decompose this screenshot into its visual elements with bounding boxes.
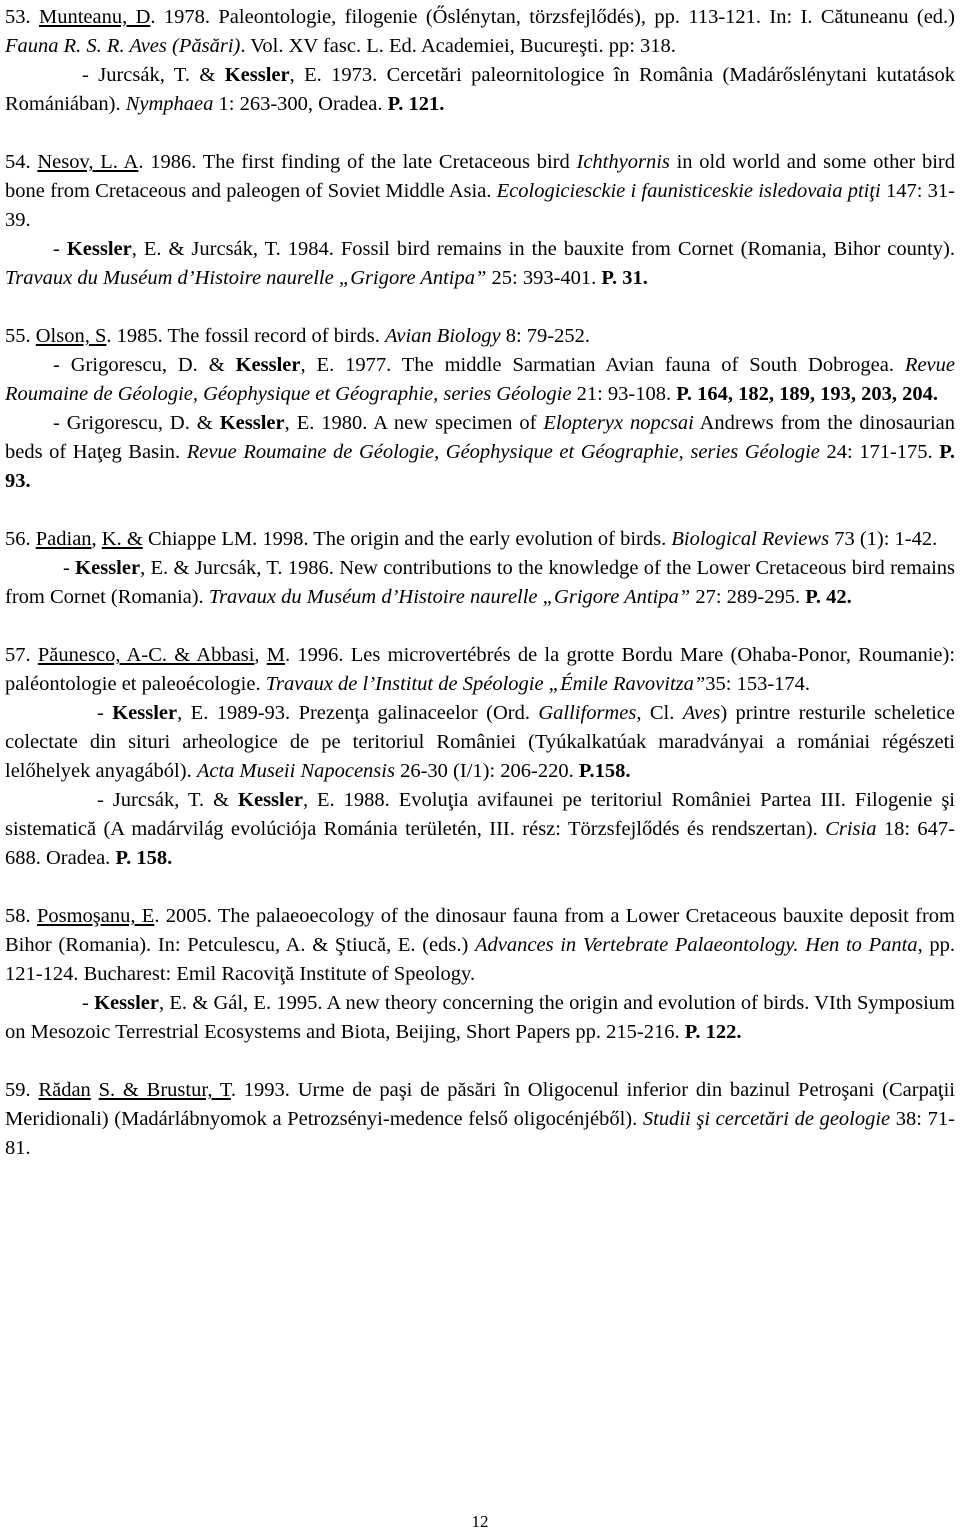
ref-text: , E. 1989-93. Prezenţa galinaceelor (Ord. [177,702,539,724]
ref-page: P. 42. [805,586,852,608]
reference-55-sub-2 [5,409,955,496]
ref-text: , E. 1977. The middle Sarmatian Avian fauna of South Dobrogea. [300,354,905,376]
ref-journal: Acta Museii Napocensis [196,760,395,782]
ref-text: - [82,992,95,1014]
ref-page: P.158. [578,760,631,782]
ref-author-kessler: Kessler [235,354,301,376]
reference-53-sub [5,61,955,119]
ref-journal: Ecologiciesckie i faunisticeskie isledovaia ptiţi [496,180,881,202]
ref-text: . 1978. Paleontologie, filogenie (Őslénytan, törzsfejlődés), pp. 113-121. In: I. Cătuneanu (ed.) [150,6,955,28]
ref-text: - Grigorescu, D. & [53,354,236,376]
ref-page: P. 164, 182, 189, 193, 203, 204. [676,383,938,405]
ref-text: . 1996. Les microvertébrés de la grotte Bordu Mare (Ohaba-Ponor, Roumanie): paléontologie et paleoécologie. [5,644,956,695]
ref-page: P. 93. [5,441,956,492]
reference-57-sub-1 [5,699,955,786]
ref-text: 24: 171-175. [819,441,940,463]
reference-54 [5,148,955,235]
ref-author: Rădan [38,1079,91,1101]
ref-text: 26-30 (I/1): 206-220. [394,760,579,782]
ref-author: Olson, S [35,325,107,347]
ref-page: P. 121. [387,93,445,115]
ref-text: - [63,557,76,579]
ref-title: Fauna R. S. R. Aves (Păsări) [5,35,241,57]
reference-59 [5,1076,955,1163]
ref-text: . 2005. The palaeoecology of the dinosaur fauna from a Lower Cretaceous bauxite deposit from Bihor (Romania). In: Petculescu, A. & Ştiucă, E. (eds.) [5,905,955,956]
ref-text: - Grigorescu, D. & [53,412,220,434]
ref-text: - Jurcsák, T. & [82,64,225,86]
ref-text: , E. 1980. A new specimen of [284,412,544,434]
ref-text: Andrews from the dinosaurian beds of Haţeg Basin. [5,412,956,463]
ref-author: Nesov, L. A [37,151,139,173]
ref-journal: Travaux du Muséum d’Histoire naurelle „Grigore Antipa” [208,586,691,608]
ref-number: 55. [5,325,36,347]
reference-58 [5,902,955,989]
reference-55-sub-1 [5,351,955,409]
reference-55 [5,322,955,351]
ref-text: 1: 263-300, Oradea. [213,93,388,115]
ref-number: 53. [5,6,39,28]
ref-author-kessler: Kessler [112,702,178,724]
ref-journal: Studii şi cercetări de geologie [642,1108,891,1130]
ref-text [91,1079,99,1101]
ref-number: 56. [5,528,36,550]
ref-text: . 1985. The fossil record of birds. [106,325,385,347]
ref-page: P. 31. [601,267,648,289]
ref-text: , pp. 121-124. Bucharest: Emil Racoviţă Institute of Speology. [5,934,955,985]
ref-page: P. 158. [115,847,173,869]
ref-text: , E. 1973. Cercetări paleornitologice în România (Madárőslénytani kutatások Romániában). [5,64,956,115]
ref-author-kessler: Kessler [238,789,303,811]
ref-text: 73 (1): 1-42. [829,528,938,550]
ref-taxon: Galliformes [538,702,637,724]
ref-taxon: Elopteryx nopcsai [543,412,694,434]
ref-author-kessler: Kessler [224,64,290,86]
reference-56-sub [5,554,955,612]
reference-58-sub [5,989,955,1047]
ref-journal: Crisia [825,818,877,840]
ref-author: Munteanu, D [39,6,151,28]
ref-text: , E. & Gál, E. 1995. A new theory concerning the origin and evolution of birds. VIth Symposium on Mesozoic Terrestrial Ecosystems and Biota, Beijing, Short Papers pp. 215-216. [5,992,955,1043]
reference-57-sub-2 [5,786,955,873]
ref-text: ) printre resturile scheletice colectate din situri arheologice de pe teritoriul României (Tyúkalkatúak maradványai a romániai régészeti lelőhelyek anyagából). [5,702,955,782]
ref-author: Posmoşanu, E [36,905,155,927]
ref-text: , E. & Jurcsák, T. 1986. New contributions to the knowledge of the Lower Cretaceous bird remains from Cornet (Romania). [5,557,955,608]
ref-journal: Revue Roumaine de Géologie, Géophysique et Géographie, series Géologie [5,354,955,405]
ref-author-kessler: Kessler [219,412,285,434]
ref-text: . Vol. XV fasc. L. Ed. Academiei, Bucureşti. pp: 318. [240,35,676,57]
reference-56 [5,525,955,554]
ref-text: , [254,644,267,666]
ref-number: 57. [5,644,38,666]
ref-text: 27: 289-295. [690,586,806,608]
ref-text: in old world and some other bird bone from Cretaceous and paleogen of Soviet Middle Asia. [5,151,956,202]
ref-journal: Travaux du Muséum d’Histoire naurelle „Grigore Antipa” [5,267,487,289]
ref-text: Chiappe LM. 1998. The origin and the early evolution of birds. [142,528,672,550]
ref-text: , E. 1988. Evoluţia avifaunei pe teritoriul României Partea III. Filogenie şi sistematică (A madárvilág evolúciója Románia területén, III. rész: Törzsfejlődés és rendszertan). [5,789,955,840]
ref-text: 38: 71-81. [5,1108,955,1159]
ref-author: Padian [35,528,92,550]
ref-text: . 1986. The first finding of the late Cretaceous bird [138,151,577,173]
reference-list [5,3,955,1163]
ref-text: 147: 31-39. [5,180,955,231]
ref-author: M [266,644,286,666]
ref-author: K. [101,528,122,550]
ref-journal: Revue Roumaine de Géologie, Géophysique et Géographie, series Géologie [186,441,820,463]
ref-number: 54. [5,151,38,173]
ref-number: 58. [5,905,37,927]
reference-53 [5,3,955,61]
ref-text: - [97,702,113,724]
ref-text: , Cl. [636,702,683,724]
ref-text: & [121,528,143,550]
ref-text: - Jurcsák, T. & [97,789,239,811]
ref-taxon: Ichthyornis [576,151,670,173]
ref-text: 18: 647-688. Oradea. [5,818,955,869]
ref-text: , E. & Jurcsák, T. 1984. Fossil bird remains in the bauxite from Cornet (Romania, Bihor county). [131,238,956,260]
page-number: 12 [471,1512,489,1531]
ref-author-kessler: Kessler [94,992,159,1014]
ref-author: S. & Brustur, T [98,1079,231,1101]
ref-text: 21: 93-108. [571,383,677,405]
ref-number: 59. [5,1079,39,1101]
ref-author-kessler: Kessler [66,238,132,260]
ref-text: . 1993. Urme de paşi de păsări în Oligocenul inferior din bazinul Petroşani (Carpaţii Meridionali) (Madárlábnyomok a Petrozsényi-medence felső oligocénjéből). [5,1079,956,1130]
ref-page: P. 122. [684,1021,742,1043]
ref-journal: Avian Biology [385,325,501,347]
ref-journal: Biological Reviews [671,528,830,550]
ref-journal: Advances in Vertebrate Palaeontology. Hen to Panta [475,934,918,956]
ref-text: - [53,238,67,260]
ref-text: 25: 393-401. [486,267,602,289]
ref-author: Păunesco, A-C. & Abbasi [37,644,255,666]
ref-text: , [91,528,102,550]
ref-text: 8: 79-252. [500,325,590,347]
ref-journal: Nymphaea [125,93,214,115]
ref-taxon: Aves [682,702,721,724]
ref-text: 35: 153-174. [705,673,811,695]
ref-author-kessler: Kessler [75,557,141,579]
reference-54-sub [5,235,955,293]
reference-57 [5,641,955,699]
ref-journal: Travaux de l’Institut de Spéologie „Émile Ravovitza” [265,673,706,695]
